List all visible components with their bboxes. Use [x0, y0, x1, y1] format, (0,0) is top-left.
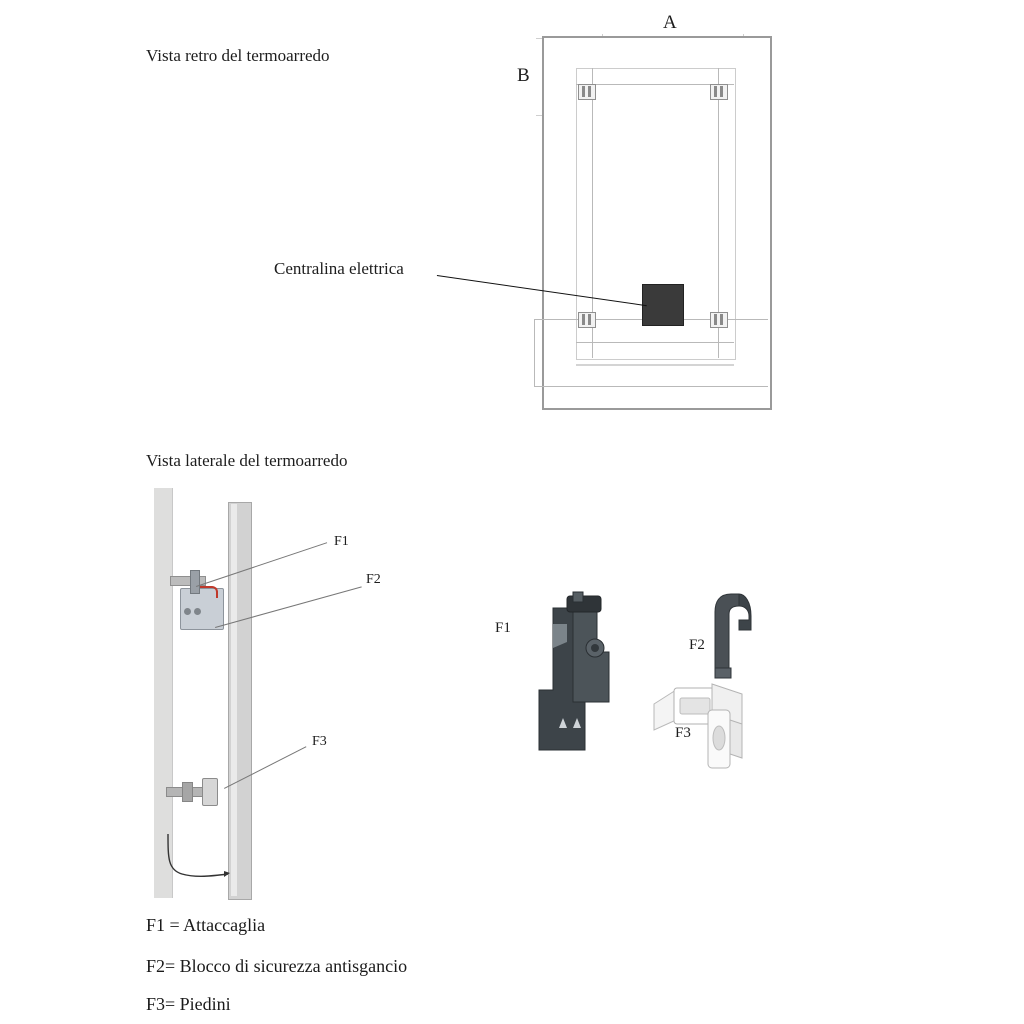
part-f3-foot	[650, 680, 760, 790]
rear-view-title: Vista retro del termoarredo	[146, 46, 330, 65]
part-label-f1: F1	[495, 620, 511, 636]
f2-safety-clip	[200, 586, 218, 598]
hardware-f3-installed	[166, 776, 232, 806]
dimension-label-a: A	[663, 12, 677, 33]
inner-rail-bottom	[576, 342, 734, 343]
f3-foot	[202, 778, 218, 806]
rear-view-drawing	[517, 12, 800, 414]
legend-item-f2: F2= Blocco di sicurezza antisgancio	[146, 956, 408, 976]
f1-bolt-left	[184, 608, 191, 615]
hardware-parts-group	[495, 580, 795, 800]
part-label-f2: F2	[689, 637, 705, 653]
legend-item-f3: F3= Piedini	[146, 994, 231, 1014]
f3-nut	[182, 782, 193, 802]
part-f1-bracket	[523, 590, 633, 760]
base-edge-left	[534, 319, 535, 386]
power-cable	[162, 834, 232, 882]
bracket-top-left	[578, 84, 596, 100]
control-unit	[642, 284, 684, 326]
bracket-bottom-left	[578, 312, 596, 328]
f1-hook	[190, 570, 200, 594]
callout-f3-label: F3	[312, 734, 327, 749]
callout-f1-label: F1	[334, 534, 349, 549]
f1-bolt-right	[194, 608, 201, 615]
part-label-f3: F3	[675, 725, 691, 741]
legend-item-f1: F1 = Attaccaglia	[146, 915, 266, 935]
bracket-top-right	[710, 84, 728, 100]
callout-f2-label: F2	[366, 572, 381, 587]
base-rail	[576, 364, 734, 366]
bracket-bottom-right	[710, 312, 728, 328]
base-line-bottom	[534, 386, 768, 387]
hardware-f1-installed	[170, 570, 230, 632]
control-unit-annotation: Centralina elettrica	[274, 259, 404, 278]
side-view-title: Vista laterale del termoarredo	[146, 451, 348, 470]
dimension-label-b: B	[517, 65, 530, 86]
